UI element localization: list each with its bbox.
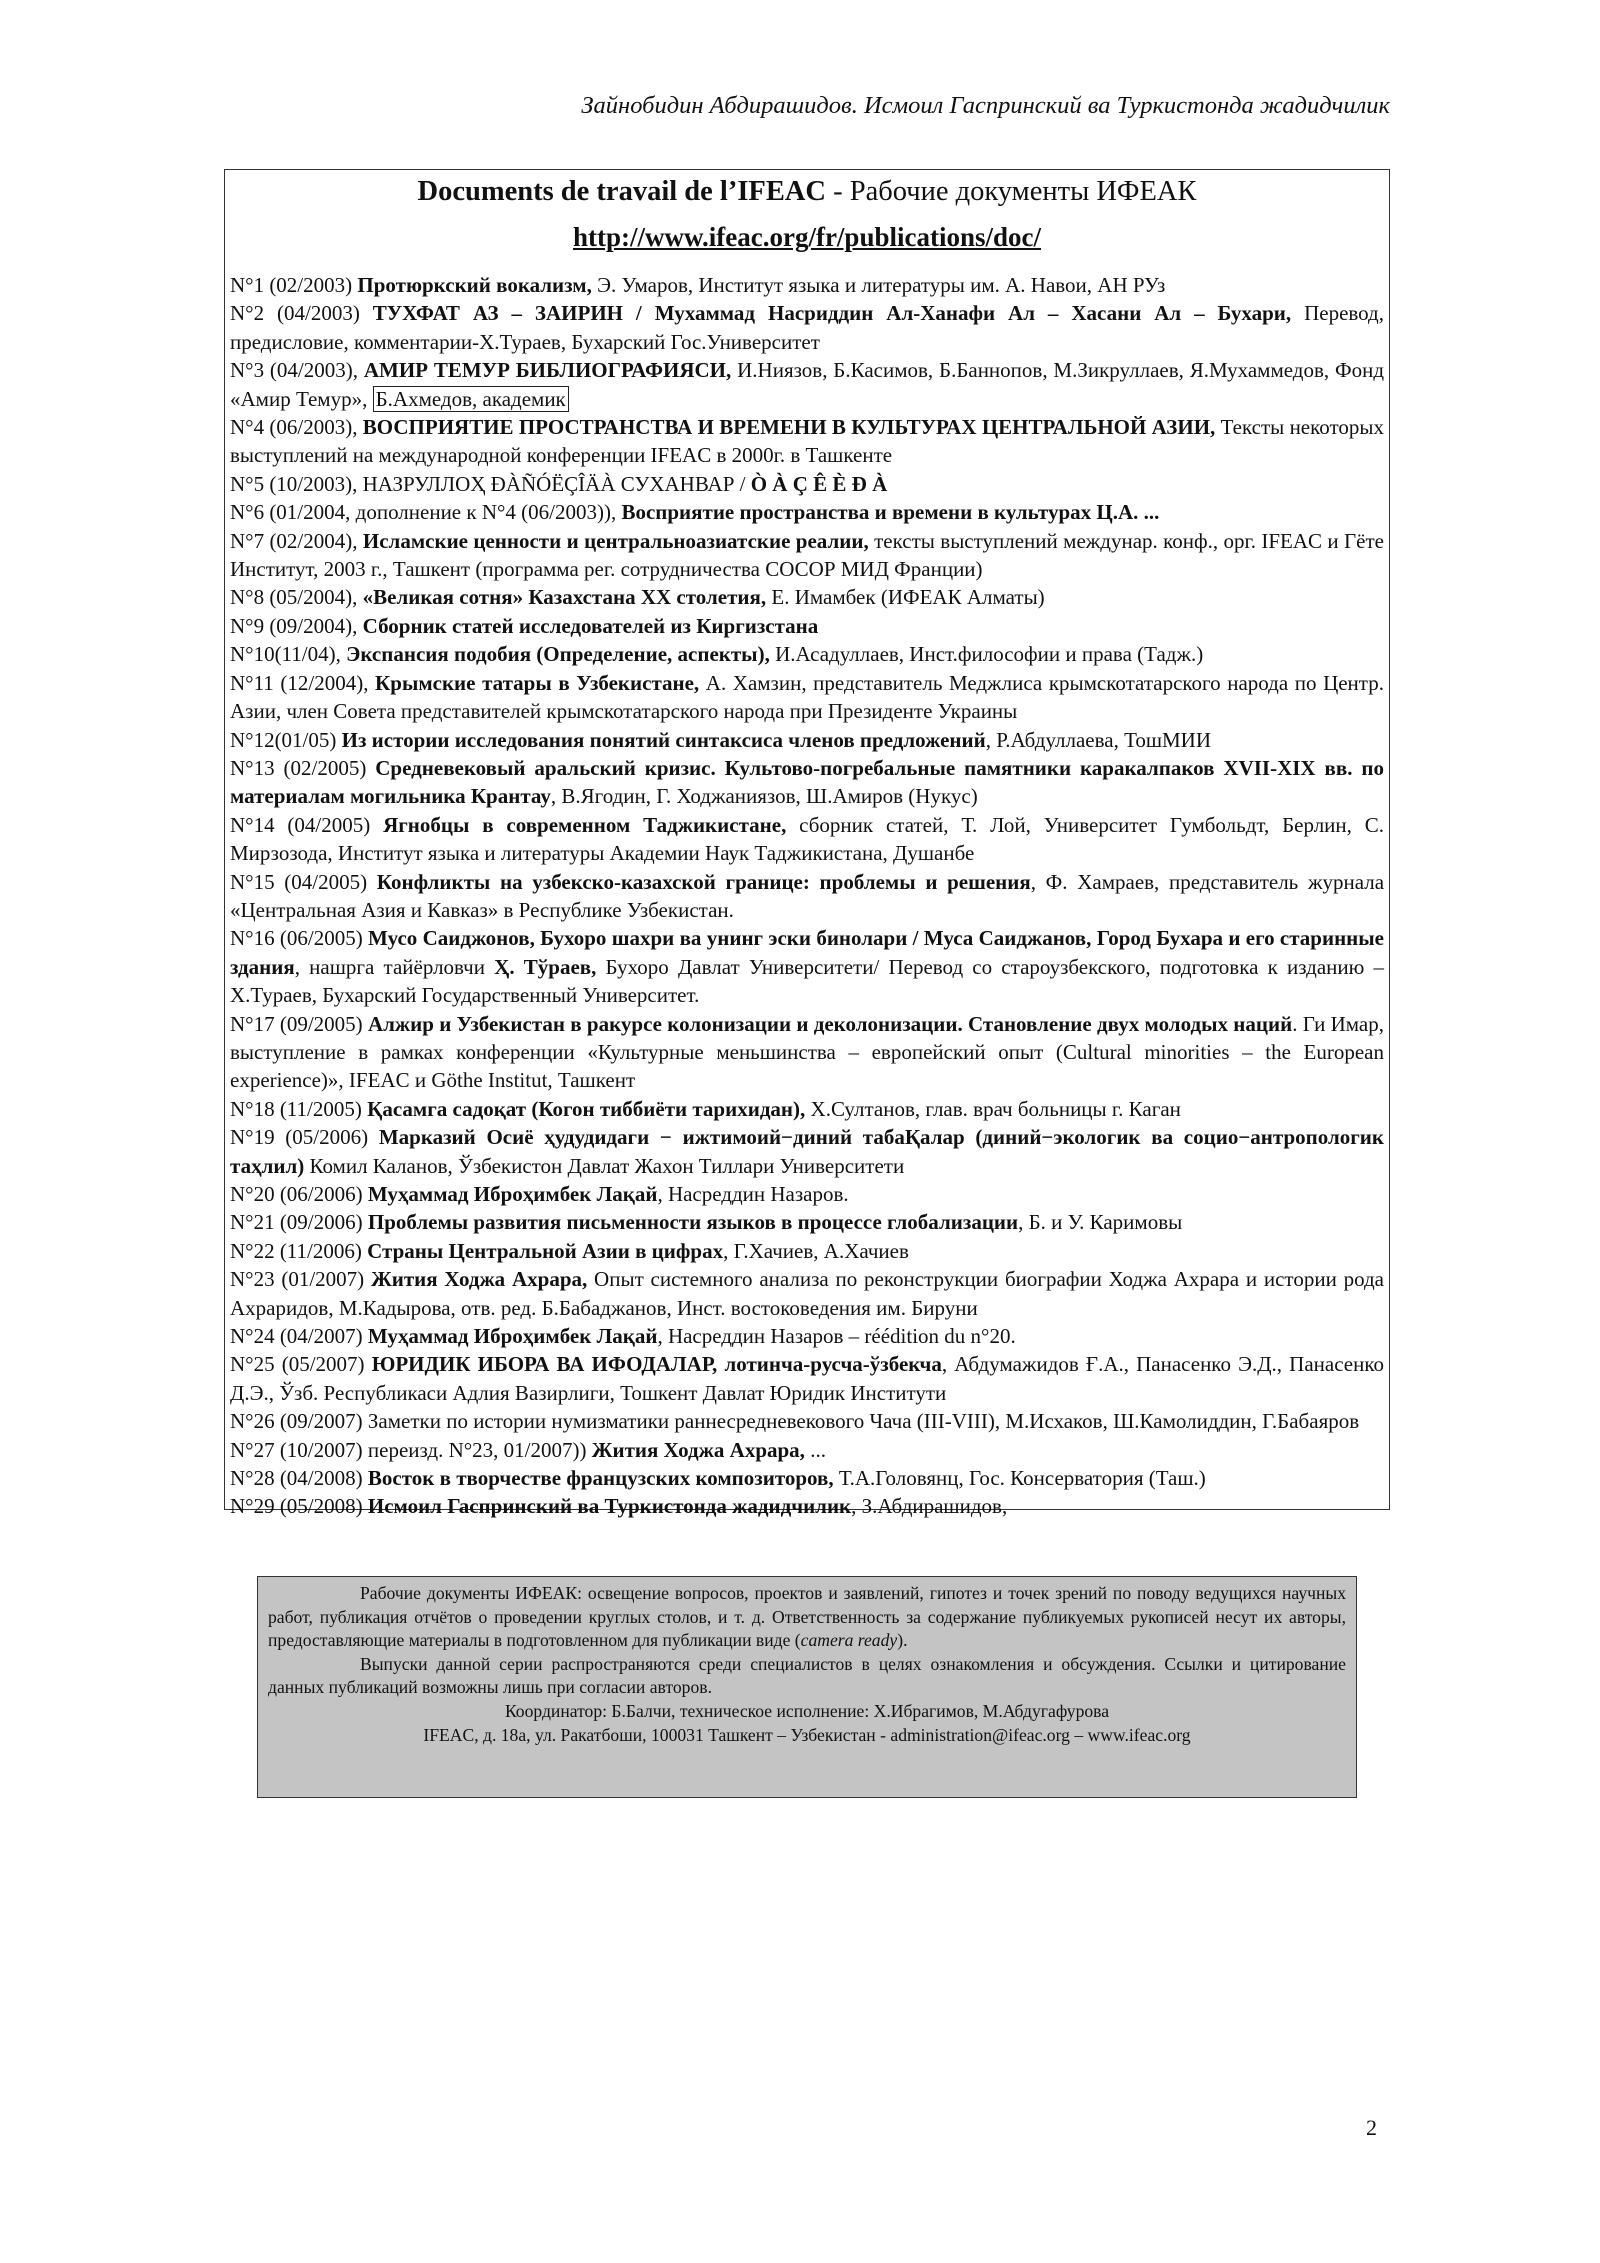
frame-title-rest: - Рабочие документы ИФЕАК	[826, 176, 1197, 207]
list-item: N°25 (05/2007) ЮРИДИК ИБОРА ВА ИФОДАЛАР, лотинча-русча-ўзбекча, Абдумажидов Ғ.А., Панасенко Э.Д., Панасенко Д.Э., Ўзб. Республикаси Адлия Вазирлиги, Тошкент Давлат Юридик Институти	[230, 1352, 1384, 1405]
list-item: N°22 (11/2006) Страны Центральной Азии в цифрах, Г.Хачиев, А.Хачиев	[230, 1238, 909, 1263]
frame-title	[225, 176, 1389, 208]
notice-coordinator: Координатор: Б.Балчи, техническое исполнение: Х.Ибрагимов, М.Абдугафурова	[504, 1700, 1110, 1721]
list-item: N°17 (09/2005) Алжир и Узбекистан в ракурсе колонизации и деколонизации. Становление двух молодых наций. Ги Имар, выступление в рамках конференции «Культурные меньшинства – европейский опыт (Cultural minorities – the European experience)», IFEAC и Göthe Institut, Ташкент	[230, 1011, 1385, 1093]
list-item: N°5 (10/2003), НАЗРУЛЛОҲ ÐÀÑÓËÇÎÄÀ СУХАНВАР / Ò À Ç Ê È Ð À	[230, 471, 888, 496]
list-item: N°28 (04/2008) Восток в творчестве французских композиторов, Т.А.Головянц, Гос. Консерватория (Таш.)	[230, 1466, 1206, 1491]
page-number: 2	[1366, 2115, 1377, 2140]
frame-title-bold: Documents de travail de l’IFEAC	[417, 176, 826, 207]
list-item: N°1 (02/2003) Протюркский вокализм, Э. Умаров, Институт языка и литературы им. А. Навои, АН РУз	[230, 273, 1166, 297]
list-item: N°3 (04/2003), АМИР ТЕМУР БИБЛИОГРАФИЯСИ, И.Ниязов, Б.Касимов, Б.Баннопов, М.Зикруллаев, Я.Мухаммедов, Фонд «Амир Темур», Б.Ахмедов, академик	[230, 358, 1384, 411]
list-item: N°11 (12/2004), Крымские татары в Узбекистане, А. Хамзин, представитель Меджлиса крымскотатарского народа по Центр. Азии, член Совета представителей крымскотатарского народа при Президенте Украины	[230, 670, 1384, 724]
list-item: N°21 (09/2006) Проблемы развития письменности языков в процессе глобализации, Б. и У. Каримовы	[230, 1210, 1183, 1235]
list-item: N°23 (01/2007) Жития Ходжа Ахрара, Опыт системного анализа по реконструкции биографии Ходжа Ахрара и истории рода Ахраридов, М.Кадырова, отв. ред. Б.Бабаджанов, Инст. востоковедения им. Бируни	[230, 1267, 1384, 1320]
list-item: N°7 (02/2004), Исламские ценности и центральноазиатские реалии, тексты выступлений междунар. конф., орг. IFEAC и Гёте Институт, 2003 г., Ташкент (программа рег. сотрудничества СОСОР МИД Франции)	[230, 528, 1385, 582]
running-head: Зайнобидин Абдирашидов. Исмоил Гаспринский ва Туркистонда жадидчилик	[581, 92, 1390, 119]
list-item: N°27 (10/2007) переизд. N°23, 01/2007)) Жития Ходжа Ахрара, ...	[230, 1437, 826, 1462]
list-item: N°18 (11/2005) Қасамга садоқат (Когон тиббиёти тарихидан), Х.Султанов, глав. врач больницы г. Каган	[230, 1096, 1181, 1121]
notice-box	[257, 1576, 1357, 1798]
entries-list	[230, 271, 1384, 1521]
notice-paragraph-2: Выпуски данной серии распространяются среди специалистов в целях ознакомления и обсуждения. Ссылки и цитирование данных публикаций возможны лишь при согласии авторов.	[268, 1653, 1346, 1698]
list-item: N°29 (05/2008) Исмоил Гаспринский ва Туркистонда жадидчилик, З.Абдирашидов,	[230, 1494, 1008, 1519]
list-item: N°26 (09/2007) Заметки по истории нумизматики раннесредневекового Чача (III-VIII), М.Исхаков, Ш.Камолиддин, Г.Бабаяров	[230, 1409, 1360, 1434]
list-item: N°12(01/05) Из истории исследования понятий синтаксиса членов предложений, Р.Абдуллаева, ТошМИИ	[230, 727, 1212, 752]
list-item: N°6 (01/2004, дополнение к N°4 (06/2003)), Восприятие пространства и времени в культурах Ц.А. ...	[230, 500, 1160, 525]
list-item: N°13 (02/2005) Средневековый аральский кризис. Культово-погребальные памятники каракалпаков XVII-XIX вв. по материалам могильника Крантау, В.Ягодин, Г. Ходжаниязов, Ш.Амиров (Нукус)	[230, 755, 1384, 809]
list-item: N°4 (06/2003), ВОСПРИЯТИЕ ПРОСТРАНСТВА И ВРЕМЕНИ В КУЛЬТУРАХ ЦЕНТРАЛЬНОЙ АЗИИ, Тексты некоторых выступлений на международной конференции IFEAC в 2000г. в Ташкенте	[230, 415, 1384, 468]
list-item: N°24 (04/2007) Муҳаммад Иброҳимбек Лақай, Насреддин Назаров – réédition du n°20.	[230, 1324, 1016, 1349]
list-item: N°14 (04/2005) Ягнобцы в современном Таджикистане, сборник статей, Т. Лой, Университет Гумбольдт, Берлин, С. Мирзозода, Институт языка и литературы Академии Наук Таджикистана, Душанбе	[230, 812, 1385, 866]
list-item: N°8 (05/2004), «Великая сотня» Казахстана XX столетия, Е. Имамбек (ИФЕАК Алматы)	[230, 585, 1045, 610]
list-item: N°16 (06/2005) Мусо Саиджонов, Бухоро шахри ва унинг эски бинолари / Муса Саиджанов, Город Бухара и его старинные здания, нашрга тайёрловчи Ҳ. Тўраев, Бухоро Давлат Университети/ Перевод со староузбекского, подготовка к изданию – Х.Тураев, Бухарский Государственный Университет.	[230, 926, 1384, 1008]
list-item: N°10(11/04), Экспансия подобия (Определение, аспекты), И.Асадуллаев, Инст.философии и права (Тадж.)	[230, 642, 1204, 667]
list-item: N°2 (04/2003) ТУХФАТ АЗ – ЗАИРИН / Мухаммад Насриддин Ал-Ханафи Ал – Хасани Ал – Бухари, Перевод, предисловие, комментарии-Х.Тураев, Бухарский Гос.Университет	[230, 301, 1384, 354]
list-item: N°20 (06/2006) Муҳаммад Иброҳимбек Лақай, Насреддин Назаров.	[230, 1182, 849, 1206]
publication-list-frame	[224, 169, 1390, 1745]
list-item: N°9 (09/2004), Сборник статей исследователей из Киргизстана	[230, 613, 819, 638]
publications-url-link[interactable]: http://www.ifeac.org/fr/publications/doc/	[573, 222, 1041, 252]
list-item: N°15 (04/2005) Конфликты на узбекско-казахской границе: проблемы и решения, Ф. Хамраев, представитель журнала «Центральная Азия и Кавказ» в Республике Узбекистан.	[230, 869, 1385, 922]
list-item: N°19 (05/2006) Марказий Осиё ҳудудидаги − ижтимоий−диний табаҚалар (диний−экологик ва социо−антропологик таҳлил) Комил Каланов, Ўзбекистон Давлат Жахон Тиллари Университети	[230, 1125, 1384, 1178]
notice-paragraph-1: Рабочие документы ИФЕАК: освещение вопросов, проектов и заявлений, гипотез и точек зрений по поводу ведущихся научных работ, публикация отчётов о проведении круглых столов, и т. д. Ответственность за содержание публикуемых рукописей несут их авторы, предоставляющие материалы в подготовленном для публикации виде (camera ready).	[268, 1583, 1346, 1651]
notice-address: IFEAC, д. 18а, ул. Ракатбоши, 100031 Ташкент – Узбекистан - administration@ifeac.org – www.ifeac.org	[423, 1724, 1191, 1745]
